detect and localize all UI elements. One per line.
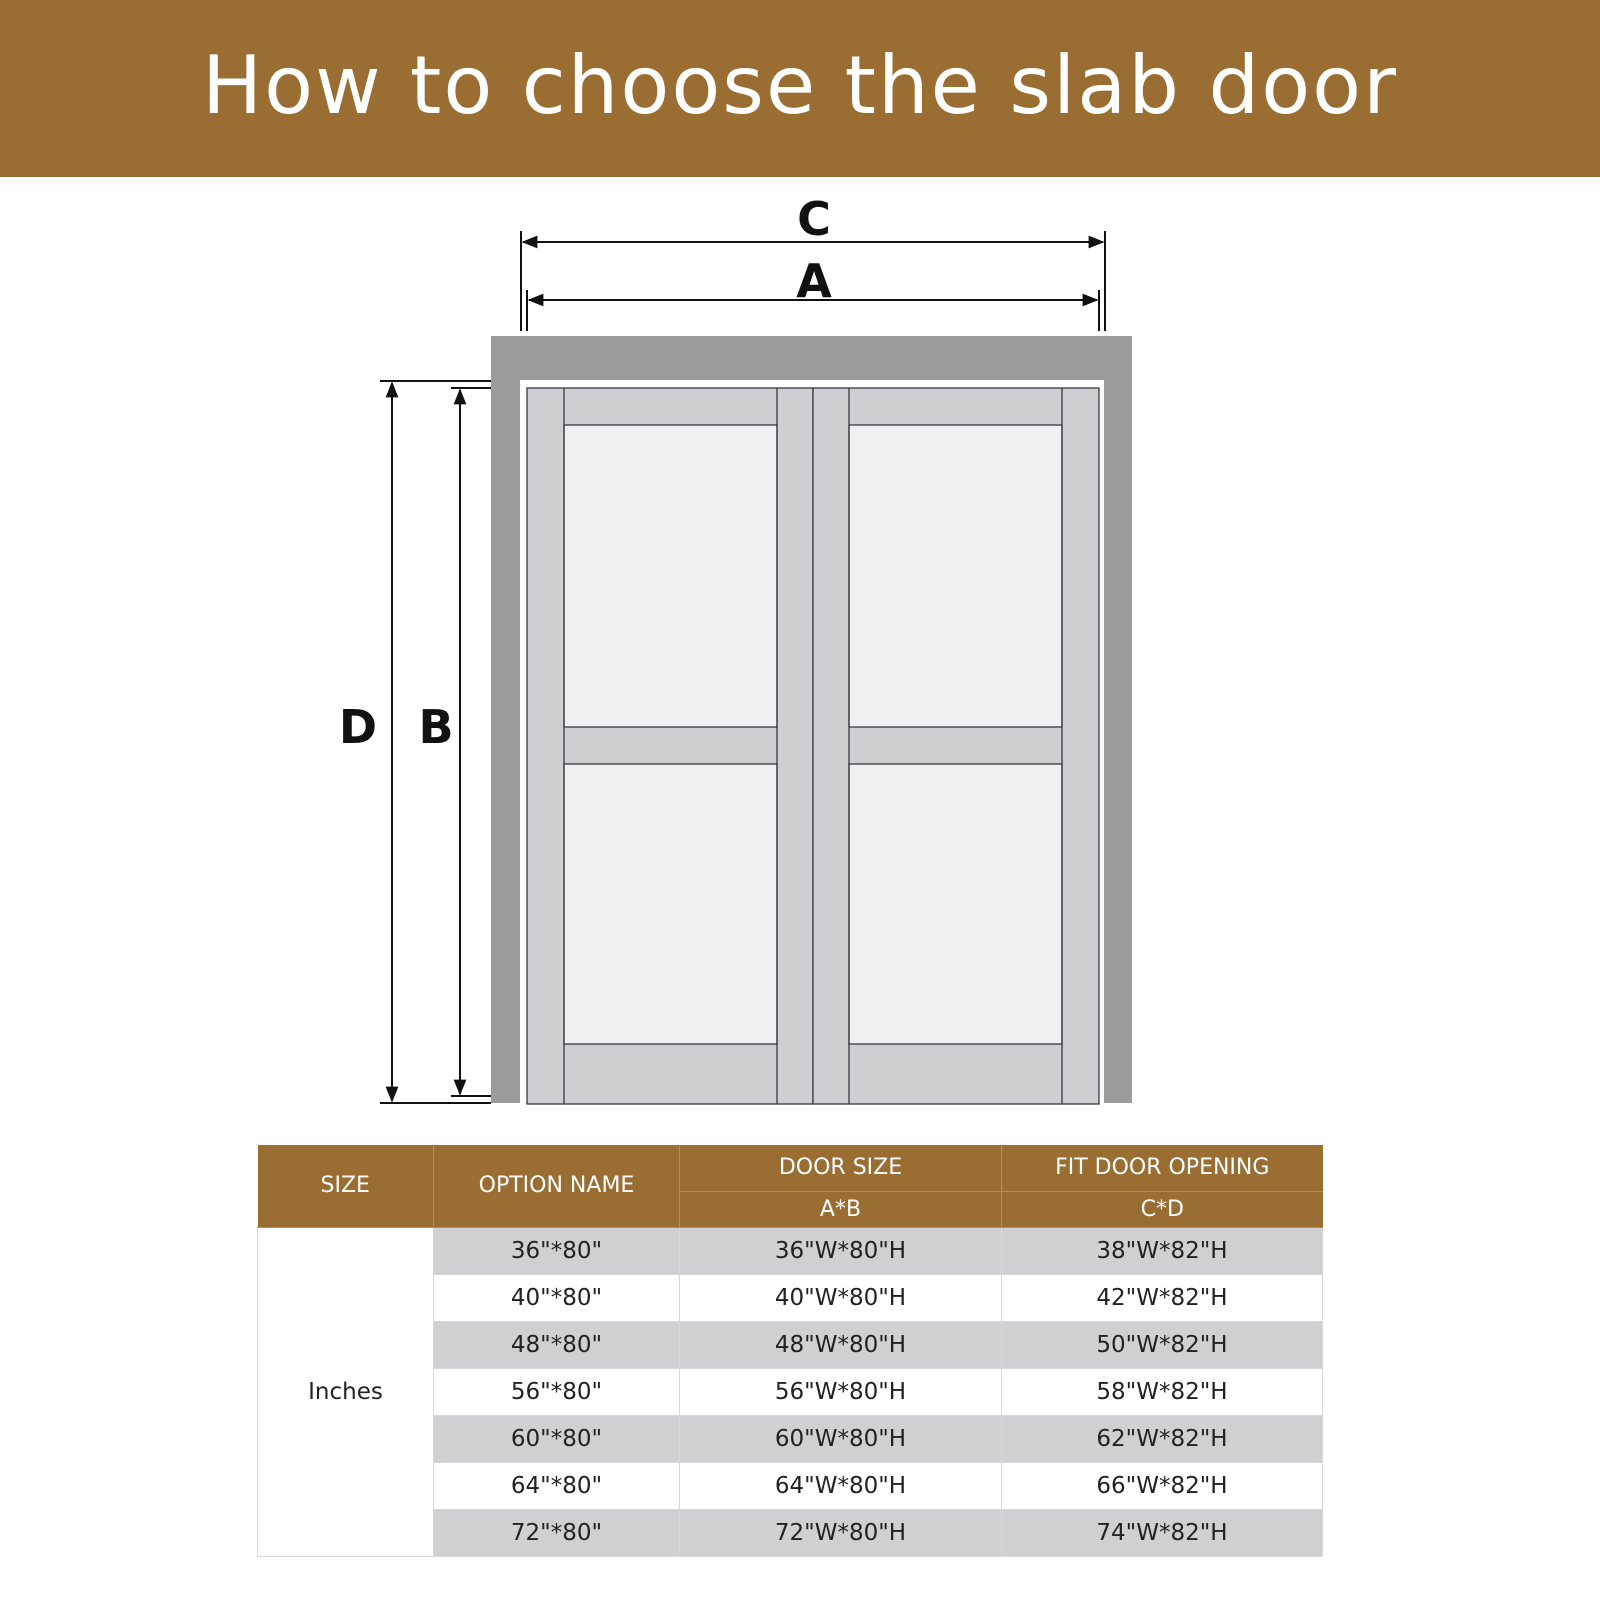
option-name-cell: 64"*80" (434, 1462, 680, 1509)
fit-opening-cell: 62"W*82"H (1002, 1415, 1323, 1462)
unit-cell: Inches (258, 1227, 434, 1556)
dimension-b (451, 388, 491, 1096)
door-size-cell: 56"W*80"H (680, 1368, 1002, 1415)
door-size-cell: 72"W*80"H (680, 1509, 1002, 1556)
door-size-cell: 64"W*80"H (680, 1462, 1002, 1509)
door-size-cell: 36"W*80"H (680, 1227, 1002, 1274)
header-fit-door-opening: FIT DOOR OPENING (1002, 1145, 1323, 1191)
right-door-lower-panel (849, 764, 1062, 1044)
right-door-slab (813, 388, 1099, 1104)
door-size-cell: 60"W*80"H (680, 1415, 1002, 1462)
page-title: How to choose the slab door (201, 39, 1399, 132)
dimension-b-label: B (418, 700, 454, 754)
header-option-name: OPTION NAME (434, 1145, 680, 1227)
option-name-cell: 72"*80" (434, 1509, 680, 1556)
frame-inner-gap (520, 380, 1104, 388)
option-name-cell: 60"*80" (434, 1415, 680, 1462)
left-door-slab (527, 388, 813, 1104)
option-name-cell: 56"*80" (434, 1368, 680, 1415)
header-door-size: DOOR SIZE (680, 1145, 1002, 1191)
fit-opening-cell: 42"W*82"H (1002, 1274, 1323, 1321)
header-fit-door-opening-sub: C*D (1002, 1191, 1323, 1227)
header-size: SIZE (258, 1145, 434, 1227)
fit-opening-cell: 38"W*82"H (1002, 1227, 1323, 1274)
table-row (258, 1227, 1323, 1274)
option-name-cell: 48"*80" (434, 1321, 680, 1368)
fit-opening-cell: 66"W*82"H (1002, 1462, 1323, 1509)
door-size-cell: 48"W*80"H (680, 1321, 1002, 1368)
door-size-cell: 40"W*80"H (680, 1274, 1002, 1321)
dimension-d-label: D (338, 700, 378, 754)
fit-opening-cell: 74"W*82"H (1002, 1509, 1323, 1556)
fit-opening-cell: 58"W*82"H (1002, 1368, 1323, 1415)
header-door-size-sub: A*B (680, 1191, 1002, 1227)
right-door-upper-panel (849, 425, 1062, 727)
dimension-c-label: C (797, 192, 831, 246)
size-table (257, 1145, 1323, 1557)
fit-opening-cell: 50"W*82"H (1002, 1321, 1323, 1368)
option-name-cell: 36"*80" (434, 1227, 680, 1274)
dimension-a-label: A (796, 254, 832, 308)
option-name-cell: 40"*80" (434, 1274, 680, 1321)
left-door-upper-panel (564, 425, 777, 727)
left-door-lower-panel (564, 764, 777, 1044)
